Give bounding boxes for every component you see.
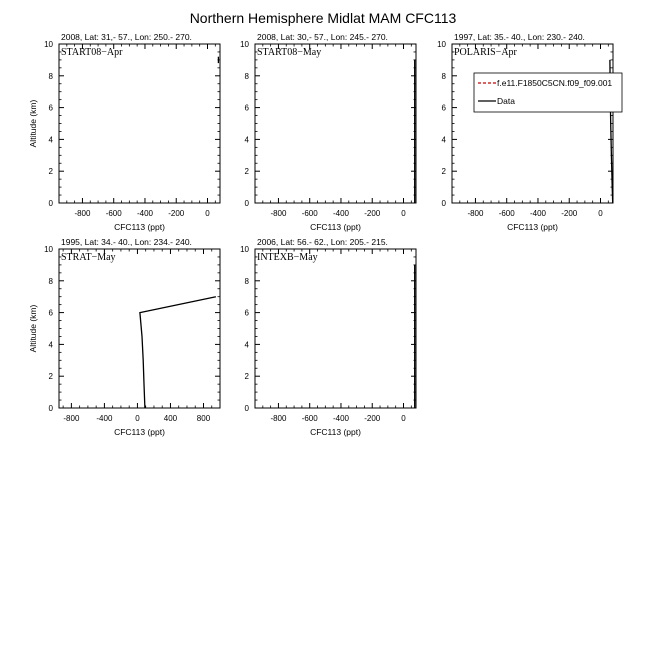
x-tick-label: -600 [498, 209, 515, 218]
y-tick-label: 6 [48, 308, 53, 318]
panel-header: 1995, Lat: 34.- 40., Lon: 234.- 240. [61, 237, 192, 247]
x-tick-label: -600 [301, 414, 318, 423]
panel-header: 2006, Lat: 56.- 62., Lon: 205.- 215. [257, 237, 388, 247]
x-tick-label: 0 [401, 209, 406, 218]
x-axis-label: CFC113 (ppt) [310, 222, 361, 232]
y-tick-label: 4 [48, 340, 53, 350]
y-tick-label: 6 [441, 103, 446, 113]
x-axis-label: CFC113 (ppt) [114, 222, 165, 232]
y-tick-label: 2 [244, 372, 249, 382]
x-tick-label: 0 [401, 414, 406, 423]
x-tick-label: -800 [63, 414, 80, 423]
x-tick-label: -200 [364, 414, 381, 423]
panel-header: 2008, Lat: 31,- 57., Lon: 250.- 270. [61, 32, 192, 42]
plot-frame [255, 249, 416, 408]
x-tick-label: -800 [270, 414, 287, 423]
y-tick-label: 0 [244, 199, 249, 208]
y-tick-label: 6 [48, 103, 53, 113]
y-tick-label: 0 [244, 404, 249, 413]
x-tick-label: 400 [163, 414, 178, 423]
x-axis-label: CFC113 (ppt) [310, 427, 361, 437]
x-axis-label: CFC113 (ppt) [114, 427, 165, 437]
x-tick-label: -400 [136, 209, 153, 218]
x-tick-label: 0 [135, 414, 140, 423]
x-axis-label: CFC113 (ppt) [507, 222, 558, 232]
panel-4 [28, 237, 220, 437]
y-tick-label: 2 [48, 372, 53, 382]
x-tick-label: -200 [364, 209, 381, 218]
y-tick-label: 2 [244, 167, 249, 177]
y-tick-label: 4 [48, 135, 53, 145]
x-tick-label: -400 [332, 414, 349, 423]
panel-label: START08−May [257, 47, 322, 58]
panel-3 [437, 32, 622, 232]
y-tick-label: 10 [240, 40, 249, 49]
plot-frame [452, 44, 613, 203]
panel-header: 1997, Lat: 35.- 40., Lon: 230.- 240. [454, 32, 585, 42]
y-tick-label: 10 [437, 40, 446, 49]
y-tick-label: 8 [244, 276, 249, 286]
panel-label: POLARIS−Apr [454, 47, 517, 58]
y-tick-label: 8 [48, 71, 53, 81]
x-tick-label: -800 [74, 209, 91, 218]
y-tick-label: 2 [441, 167, 446, 177]
panel-label: STRAT−May [61, 252, 116, 263]
panel-label: START08−Apr [61, 47, 123, 58]
legend-label: Data [497, 96, 515, 106]
x-tick-label: -800 [467, 209, 484, 218]
panel-label: INTEXB−May [257, 252, 318, 263]
panel-header: 2008, Lat: 30,- 57., Lon: 245.- 270. [257, 32, 388, 42]
y-tick-label: 10 [44, 245, 53, 254]
legend-label: f.e11.F1850C5CN.f09_f09.001 [497, 78, 613, 88]
panel-1 [28, 32, 220, 232]
x-tick-label: -400 [529, 209, 546, 218]
plot-frame [59, 44, 220, 203]
y-tick-label: 8 [244, 71, 249, 81]
y-tick-label: 6 [244, 103, 249, 113]
y-tick-label: 6 [244, 308, 249, 318]
x-tick-label: -400 [96, 414, 113, 423]
panel-5 [240, 237, 416, 437]
series-line-data [140, 297, 216, 408]
panel-2 [240, 32, 416, 232]
y-axis-label: Altitude (km) [28, 304, 38, 353]
plot-frame [59, 249, 220, 408]
y-tick-label: 8 [441, 71, 446, 81]
y-tick-label: 4 [244, 340, 249, 350]
y-tick-label: 4 [441, 135, 446, 145]
y-tick-label: 10 [44, 40, 53, 49]
x-tick-label: -400 [332, 209, 349, 218]
plot-frame [255, 44, 416, 203]
y-tick-label: 4 [244, 135, 249, 145]
x-tick-label: -800 [270, 209, 287, 218]
y-tick-label: 0 [441, 199, 446, 208]
x-tick-label: -600 [301, 209, 318, 218]
x-tick-label: -200 [561, 209, 578, 218]
y-tick-label: 8 [48, 276, 53, 286]
legend [474, 73, 622, 112]
y-tick-label: 2 [48, 167, 53, 177]
y-tick-label: 0 [48, 404, 53, 413]
x-tick-label: -600 [105, 209, 122, 218]
y-tick-label: 10 [240, 245, 249, 254]
y-axis-label: Altitude (km) [28, 99, 38, 148]
x-tick-label: 800 [196, 414, 211, 423]
figure-title: Northern Hemisphere Midlat MAM CFC113 [189, 10, 457, 26]
x-tick-label: 0 [205, 209, 210, 218]
x-tick-label: 0 [598, 209, 603, 218]
x-tick-label: -200 [168, 209, 185, 218]
y-tick-label: 0 [48, 199, 53, 208]
